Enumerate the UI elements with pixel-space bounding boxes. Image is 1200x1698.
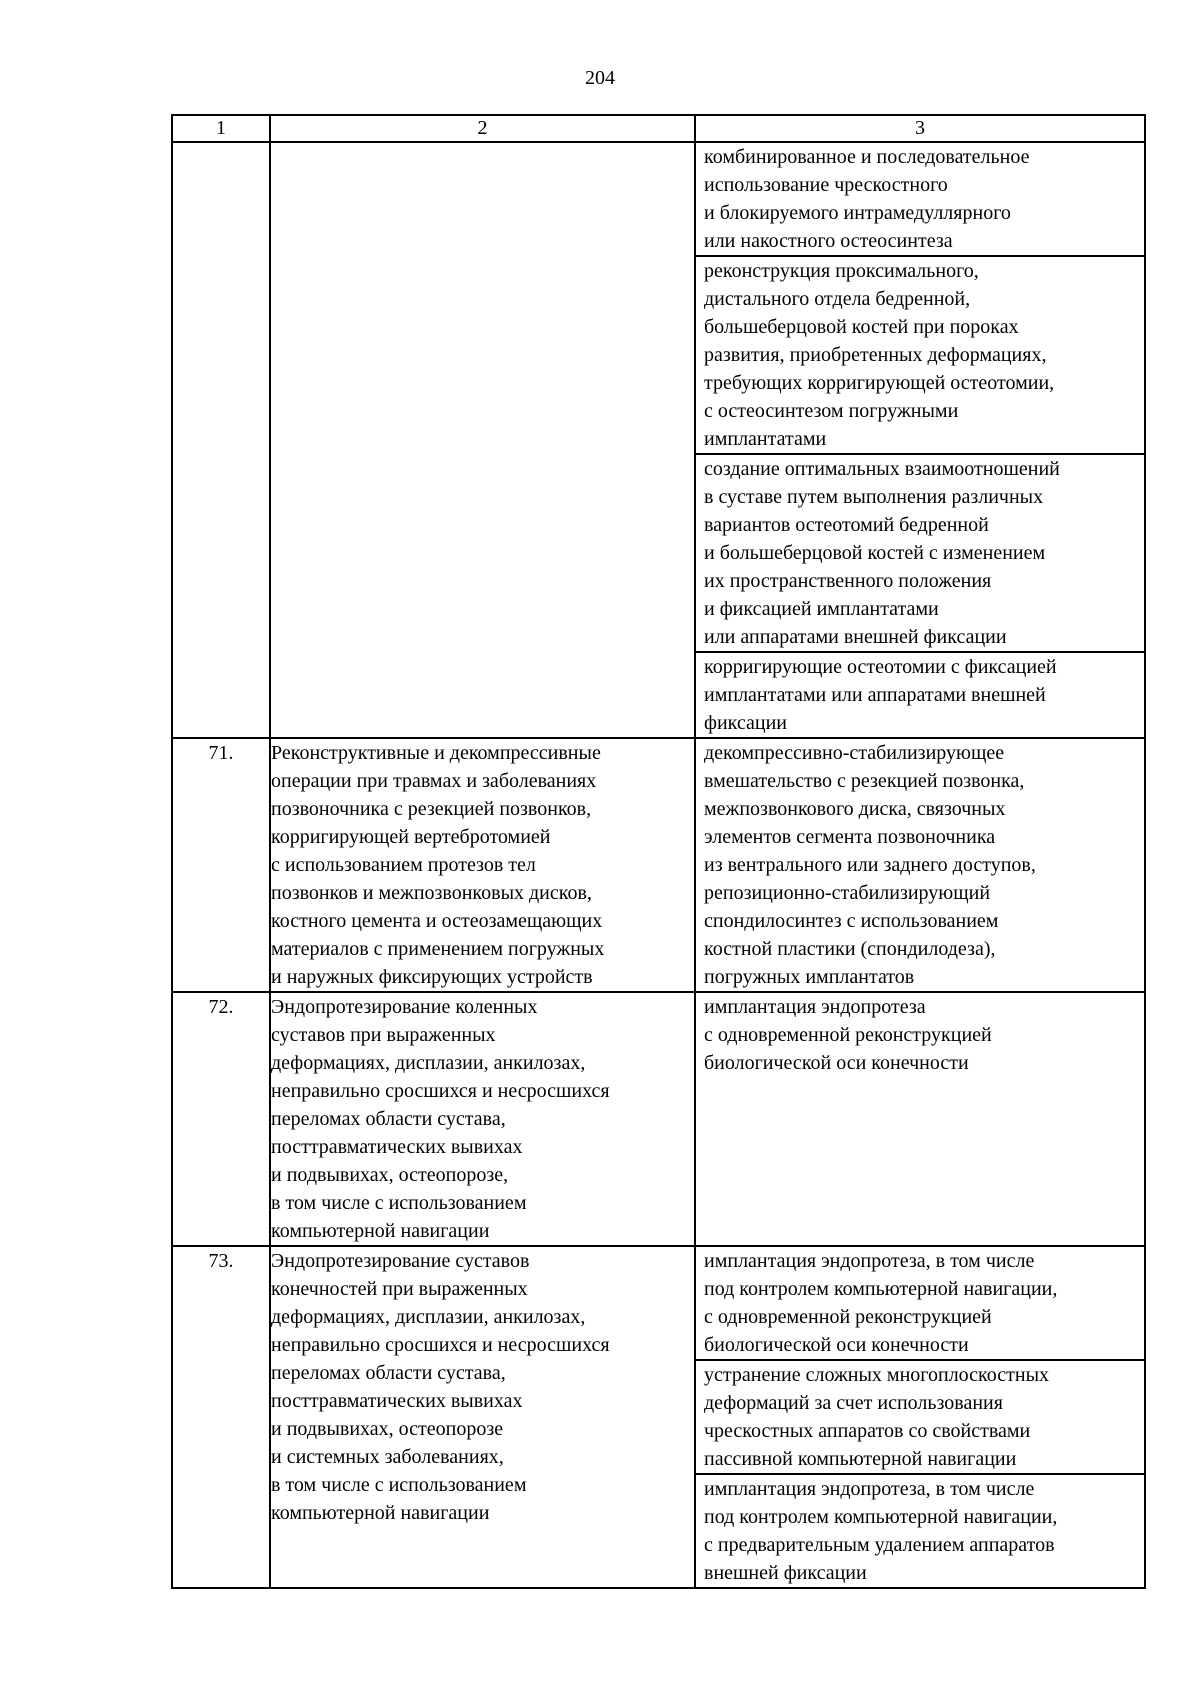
- method-line: или аппаратами внешней фиксации: [704, 626, 1007, 648]
- method-line: или накостного остеосинтеза: [704, 230, 953, 252]
- number-cell: 73.: [172, 1246, 270, 1588]
- method-block: [696, 1247, 1144, 1359]
- method-line: чрескостных аппаратов со свойствами: [704, 1420, 1031, 1442]
- method-line: декомпрессивно-стабилизирующее: [704, 742, 1005, 764]
- name-line: деформациях, дисплазии, анкилозах,: [271, 1306, 586, 1328]
- method-line: требующих корригирующей остеотомии,: [704, 372, 1055, 394]
- name-line: неправильно сросшихся и несросшихся: [271, 1334, 610, 1356]
- number-cell: 71.: [172, 738, 270, 992]
- method-line: создание оптимальных взаимоотношений: [704, 458, 1060, 480]
- method-line: биологической оси конечности: [704, 1052, 969, 1074]
- method-block: [696, 993, 1144, 1077]
- name-cell: [270, 992, 695, 1246]
- method-line: развития, приобретенных деформациях,: [704, 344, 1047, 366]
- name-line: деформациях, дисплазии, анкилозах,: [271, 1052, 586, 1074]
- method-line: под контролем компьютерной навигации,: [704, 1278, 1058, 1300]
- method-line: реконструкция проксимального,: [704, 260, 979, 282]
- method-line: из вентрального или заднего доступов,: [704, 854, 1036, 876]
- name-line: и наружных фиксирующих устройств: [271, 966, 593, 988]
- name-cell: [270, 142, 695, 738]
- name-line: компьютерной навигации: [271, 1220, 490, 1242]
- methods-cell: [695, 142, 1145, 738]
- name-line: с использованием протезов тел: [271, 854, 536, 876]
- method-line: с одновременной реконструкцией: [704, 1306, 992, 1328]
- method-line: имплантатами: [704, 428, 827, 450]
- page-number: 204: [585, 67, 615, 89]
- method-line: с одновременной реконструкцией: [704, 1024, 992, 1046]
- method-line: устранение сложных многоплоскостных: [704, 1364, 1049, 1386]
- name-line: и подвывихах, остеопорозе: [271, 1418, 504, 1440]
- name-line: материалов с применением погружных: [271, 938, 605, 960]
- method-line: пассивной компьютерной навигации: [704, 1448, 1017, 1470]
- method-line: имплантация эндопротеза: [704, 996, 926, 1018]
- name-line: костного цемента и остеозамещающих: [271, 910, 603, 932]
- method-line: вмешательство с резекцией позвонка,: [704, 770, 1025, 792]
- name-line: посттравматических вывихах: [271, 1136, 523, 1158]
- method-block: [696, 651, 1144, 737]
- method-line: биологической оси конечности: [704, 1334, 969, 1356]
- header-cell-2: 2: [270, 115, 695, 142]
- method-line: и большеберцовой костей с изменением: [704, 542, 1046, 564]
- method-line: спондилосинтез с использованием: [704, 910, 999, 932]
- method-line: большеберцовой костей при пороках: [704, 316, 1019, 338]
- method-line: под контролем компьютерной навигации,: [704, 1506, 1058, 1528]
- method-block: [696, 1473, 1144, 1587]
- method-line: и блокируемого интрамедуллярного: [704, 202, 1011, 224]
- method-line: внешней фиксации: [704, 1562, 867, 1584]
- method-block: [696, 453, 1144, 651]
- method-line: в суставе путем выполнения различных: [704, 486, 1044, 508]
- name-line: операции при травмах и заболеваниях: [271, 770, 597, 792]
- name-line: и системных заболеваниях,: [271, 1446, 504, 1468]
- name-line: Эндопротезирование коленных: [271, 996, 538, 1018]
- header-cell-1: 1: [172, 115, 270, 142]
- methods-cell: [695, 1246, 1145, 1588]
- table-row: [172, 738, 1145, 992]
- name-line: переломах области сустава,: [271, 1108, 506, 1130]
- name-line: конечностей при выраженных: [271, 1278, 528, 1300]
- name-line: компьютерной навигации: [271, 1502, 490, 1524]
- name-line: в том числе с использованием: [271, 1474, 527, 1496]
- name-line: неправильно сросшихся и несросшихся: [271, 1080, 610, 1102]
- name-line: позвонков и межпозвонковых дисков,: [271, 882, 592, 904]
- name-line: посттравматических вывихах: [271, 1390, 523, 1412]
- number-cell: [172, 142, 270, 738]
- method-line: репозиционно-стабилизирующий: [704, 882, 991, 904]
- name-line: переломах области сустава,: [271, 1362, 506, 1384]
- method-line: дистального отдела бедренной,: [704, 288, 971, 310]
- methods-cell: [695, 738, 1145, 992]
- method-line: с предварительным удалением аппаратов: [704, 1534, 1055, 1556]
- name-cell: [270, 738, 695, 992]
- method-block: [696, 255, 1144, 453]
- continuation-row: [172, 142, 1145, 738]
- method-block: [696, 1359, 1144, 1473]
- table-row: [172, 992, 1145, 1246]
- procedures-table: [171, 114, 1146, 1589]
- header-cell-3: 3: [695, 115, 1145, 142]
- name-line: и подвывихах, остеопорозе,: [271, 1164, 509, 1186]
- method-line: имплантация эндопротеза, в том числе: [704, 1250, 1035, 1272]
- name-cell: [270, 1246, 695, 1588]
- method-line: использование чрескостного: [704, 174, 948, 196]
- method-line: имплантатами или аппаратами внешней: [704, 684, 1046, 706]
- method-line: элементов сегмента позвоночника: [704, 826, 996, 848]
- method-line: имплантация эндопротеза, в том числе: [704, 1478, 1035, 1500]
- name-line: позвоночника с резекцией позвонков,: [271, 798, 592, 820]
- number-cell: 72.: [172, 992, 270, 1246]
- name-line: Реконструктивные и декомпрессивные: [271, 742, 601, 764]
- method-line: их пространственного положения: [704, 570, 992, 592]
- method-line: с остеосинтезом погружными: [704, 400, 959, 422]
- method-line: комбинированное и последовательное: [704, 146, 1030, 168]
- method-line: и фиксацией имплантатами: [704, 598, 939, 620]
- name-line: Эндопротезирование суставов: [271, 1250, 530, 1272]
- name-line: корригирующей вертебротомией: [271, 826, 551, 848]
- method-line: межпозвонкового диска, связочных: [704, 798, 1006, 820]
- method-line: деформаций за счет использования: [704, 1392, 1003, 1414]
- table-row: [172, 1246, 1145, 1588]
- header-row: [172, 115, 1145, 142]
- table-body: [172, 115, 1145, 1588]
- method-line: корригирующие остеотомии с фиксацией: [704, 656, 1057, 678]
- method-line: погружных имплантатов: [704, 966, 915, 988]
- method-line: вариантов остеотомий бедренной: [704, 514, 989, 536]
- method-block: [696, 739, 1144, 991]
- method-line: костной пластики (спондилодеза),: [704, 938, 996, 960]
- methods-cell: [695, 992, 1145, 1246]
- method-block: [696, 143, 1144, 255]
- name-line: суставов при выраженных: [271, 1024, 496, 1046]
- method-line: фиксации: [704, 712, 787, 734]
- name-line: в том числе с использованием: [271, 1192, 527, 1214]
